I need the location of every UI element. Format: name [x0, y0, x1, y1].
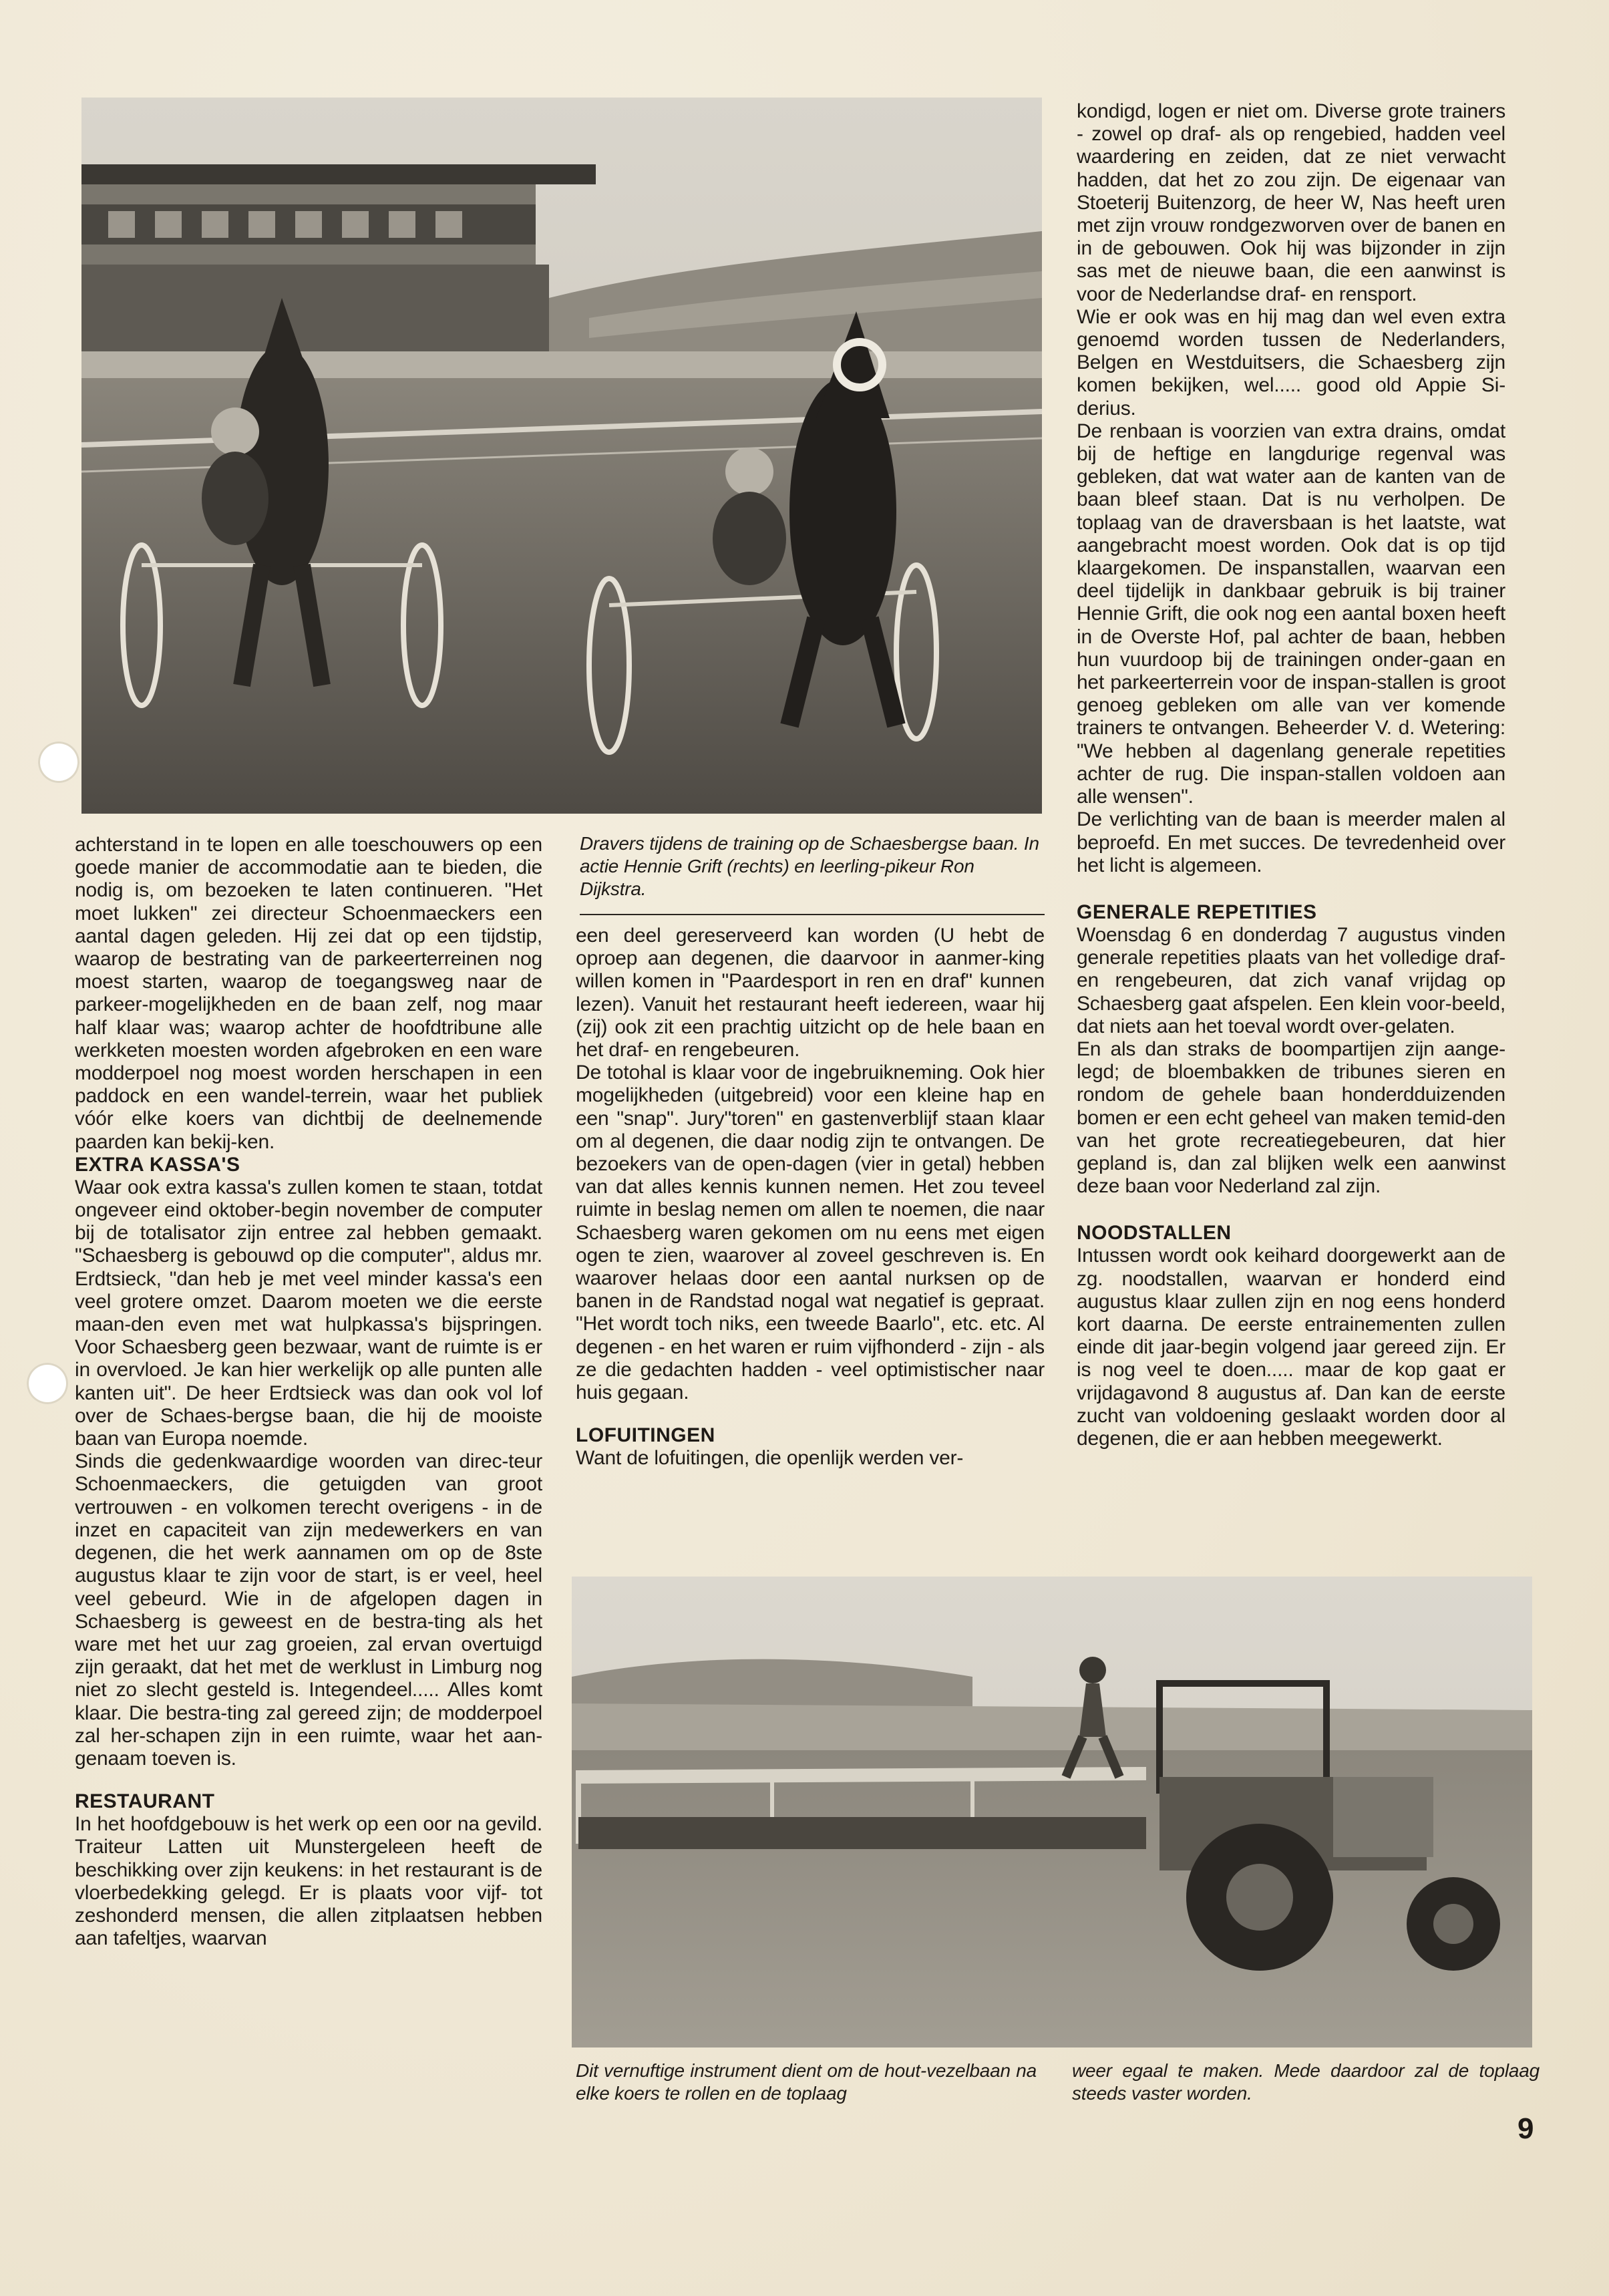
trotters-photo-image — [81, 98, 1042, 814]
heading-noodstallen: NOODSTALLEN — [1077, 1222, 1232, 1245]
trotters-photo-caption: Dravers tijdens de training op de Schaesbergse baan. In actie Hennie Grift (rechts) en leerling-pikeur Ron Dijkstra. — [580, 833, 1039, 899]
trotters-photo — [81, 98, 1042, 814]
article-column-1 — [75, 834, 542, 2116]
tractor-photo-image — [572, 1577, 1532, 2047]
col2-paragraph-1: een deel gereserveerd kan worden (U hebt de oproep aan degenen, die daarvoor in aanmer-king willen komen in "Paardesport in ren en draf" kunnen lezen). Vanuit het restaurant heeft iedereen, waar hij (zij) ook zit een prachtig uitzicht op de hele baan en het draf- en rengebeuren. — [576, 925, 1045, 1061]
col3-paragraph-5: Woensdag 6 en donderdag 7 augustus vinden generale repetities plaats van het volledige draf- en rengebeuren, dat zich vanaf vrijdag op Schaesberg gaat afspelen. Een klein voor-beeld, dat niets aan het toeval wordt over-gelaten. — [1077, 923, 1505, 1037]
tractor-photo — [572, 1577, 1532, 2047]
heading-extra-kassas: EXTRA KASSA'S — [75, 1153, 240, 1176]
heading-lofuitingen: LOFUITINGEN — [576, 1424, 715, 1447]
col1-paragraph-4: In het hoofdgebouw is het werk op een oor na gevild. Traiteur Latten uit Munstergeleen heeft de beschikking over zijn keukens: in het restaurant is de vloerbedekking gelegd. Er is plaats voor vijf- tot zeshonderd mensen, die allen zitplaatsen hebben aan tafeltjes, waarvan — [75, 1813, 542, 1950]
heading-generale-repetities: GENERALE REPETITIES — [1077, 900, 1317, 923]
col3-paragraph-7: Intussen wordt ook keihard doorgewerkt aan de zg. noodstallen, waarvan er honderd eind augustus klaar zullen zijn en nog eens honderd kort daarna. De eerste entrainementen zullen einde dit jaar-begin volgend jaar gereed zijn. Er is nog veel te doen..... maar de kop gaat er vrijdagavond 8 augustus af. Dan kan de eerste zucht van voldoening geslaakt worden door al degenen, die er aan hebben meegewerkt. — [1077, 1245, 1505, 1450]
col1-paragraph-2: Waar ook extra kassa's zullen komen te staan, totdat ongeveer eind oktober-begin november de computer bij de totalisator zijn entree zal hebben gemaakt. "Schaesberg is gebouwd op die computer", aldus mr. Erdtsieck, "dan heb je met veel minder kassa's een veel grotere omzet. Daarom moeten we die eerste maan-den even met wat hulpkassa's bijspringen. Voor Schaesberg geen bezwaar, want de ruimte is er in overvloed. Je kan hier werkelijk op alle punten alle kanten uit". De heer Erdtsieck was dan ook vol lof over de Schaes-bergse baan, die hij de mooiste baan van Europa noemde. — [75, 1176, 542, 1450]
page-number: 9 — [1517, 2112, 1534, 2145]
tractor-photo-caption-right: weer egaal te maken. Mede daardoor zal de toplaag steeds vaster worden. — [1072, 2060, 1540, 2104]
col3-paragraph-2: Wie er ook was en hij mag dan wel even extra genoemd worden tussen de Nederlanders, Belgen en Westduitsers, die Schaesberg zijn komen bekijken, wel..... good old Appie Si-derius. — [1077, 305, 1505, 420]
col3-paragraph-6: En als dan straks de boompartijen zijn aange-legd; de bloembakken de tribunes sieren en rondom de gehele baan honderdduizenden bomen er een echt geheel van maken temid-den van het grote recreatiegebeuren, dat hier gepland is, dan zal blijken welk een aanwinst deze baan voor Nederland zal zijn. — [1077, 1037, 1505, 1198]
punch-hole-bottom — [27, 1363, 68, 1404]
col2-paragraph-3: Want de lofuitingen, die openlijk werden ver- — [576, 1447, 964, 1470]
article-column-3 — [1077, 100, 1505, 1570]
article-column-2 — [576, 925, 1045, 1566]
caption-rule — [580, 914, 1045, 915]
col3-paragraph-1: kondigd, logen er niet om. Diverse grote trainers - zowel op draf- als op rengebied, hadden veel waardering en zeiden, dat ze niet verwacht hadden, dat het zo zou zijn. De eigenaar van Stoeterij Buitenzorg, de heer W, Nas heeft uren met zijn vrouw rondgezworven over de banen en in de gebouwen. Ook hij was bijzonder in zijn sas met de nieuwe baan, die een aanwinst is voor de Nederlandse draf- en rensport. — [1077, 100, 1505, 305]
col1-paragraph-3: Sinds die gedenkwaardige woorden van direc-teur Schoenmaeckers, die getuigden van groot vertrouwen - en volkomen terecht overigens - in de inzet en capaciteit van zijn medewerkers en van degenen, die het werk aannamen om op de 8ste augustus klaar te zijn voor de start, is er veel, heel veel gebeurd. Wie in de afgelopen dagen in Schaesberg is geweest en de bestra-ting als het ware met het uur zag groeien, zal ervan overtuigd zijn geraakt, dat het met de werklust in Limburg nog niet zo slecht gesteld is. Integendeel..... Alles komt klaar. Die bestra-ting zal gereed zijn; de modderpoel zal her-schapen zijn in een ruimte, waar het aan-genaam toeven is. — [75, 1450, 542, 1770]
col3-paragraph-3: De renbaan is voorzien van extra drains, omdat bij de heftige en langdurige regenval was gebleken, dat wat water aan de kanten van de baan bleef staan. Dat is nu verholpen. De toplaag van de draversbaan is het laatste, wat aangebracht moest worden. Ook dat is op tijd klaargekomen. De inspanstallen, waarvan een deel tijdelijk in dankbaar gebruik is bij trainer Hennie Grift, die ook nog een aantal boxen heeft in de Overste Hof, pal achter de baan, hebben hun vuurdoop bij de trainingen onder-gaan en het parkeerterrein voor de inspan-stallen is groot genoeg gebleken om alle van ver komende trainers te ontvangen. Beheerder V. d. Wetering: "We hebben al dagenlang generale repetities achter de rug. Die inspan-stallen voldoen aan alle wensen". — [1077, 420, 1505, 808]
col1-paragraph-1: achterstand in te lopen en alle toeschouwers op een goede manier de accommodatie aan te bieden, die nodig is, om bezoeken te laten continueren. "Het moet lukken" zei directeur Schoenmaeckers een aantal dagen geleden. Hij zei dat op een tijdstip, waarop de bestrating van de parkeerterreinen nog moest starten, waarop de toegangsweg naar de parkeer-mogelijkheden en de baan zelf, nog maar half klaar was; waarop achter de hoofdtribune alle werkketen moesten worden afgebroken en een ware modderpoel nog moest worden herschapen in een paddock en een wandel-terrein, waar het publiek vóór elke koers van dichtbij de deelnemende paarden kan bekij-ken. — [75, 834, 542, 1153]
tractor-photo-caption-left: Dit vernuftige instrument dient om de hout-vezelbaan na elke koers te rollen en de toplaag — [576, 2060, 1037, 2104]
punch-hole-top — [38, 742, 79, 783]
col2-paragraph-2: De totohal is klaar voor de ingebruikneming. Ook hier mogelijkheden (uitgebreid) voor een kleine hap en een "snap". Jury"toren" en gastenverblijf staan klaar om al degenen, die daar nodig zijn te ontvangen. De bezoekers van de open-dagen (vier in getal) hebben van dat alles kennis kunnen nemen. Het zou teveel ruimte in beslag nemen om allen te noemen, die naar Schaesberg waren gekomen om nu eens met eigen ogen te zien, waarover al zoveel geschreven is. En waarover helaas door een aantal nurksen op de banen in de Randstad nogal wat negatief is gepraat. "Het wordt toch niks, een tweede Baarlo", etc. etc. Al degenen - en het waren er ruim vijfhonderd - zijn - als ze die gedachten hadden - veel optimistischer naar huis gegaan. — [576, 1061, 1045, 1404]
col3-paragraph-4: De verlichting van de baan is meerder malen al beproefd. En met succes. De tevredenheid over het licht is algemeen. — [1077, 808, 1505, 876]
heading-restaurant: RESTAURANT — [75, 1790, 215, 1813]
